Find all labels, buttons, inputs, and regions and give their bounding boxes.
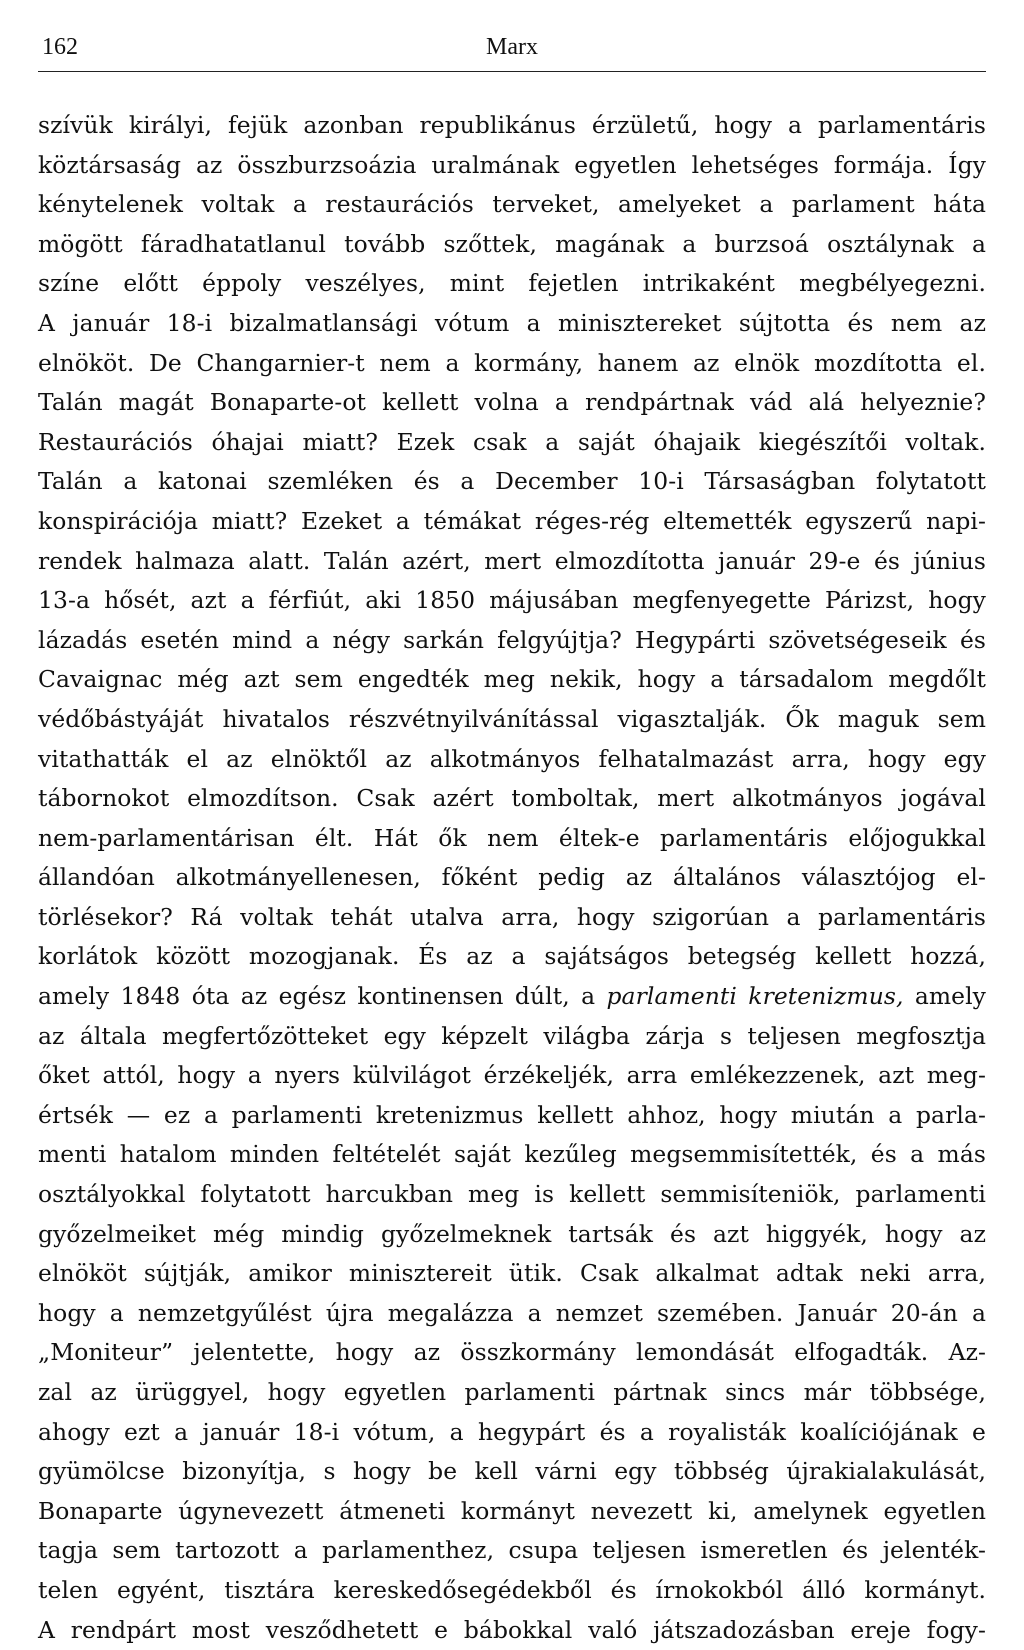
body-text — [38, 106, 986, 1650]
page-header — [38, 28, 986, 68]
text-line: nem-parlamentárisan élt. Hát ők nem éltek-e parlamentáris előjogukkal — [38, 823, 986, 852]
text-line: „Moniteur” jelentette, hogy az összkormány lemondását elfogadták. Az- — [38, 1338, 986, 1367]
text-line: értsék — ez a parlamenti kretenizmus kellett ahhoz, hogy miután a parla- — [38, 1100, 986, 1129]
text-line: Talán magát Bonaparte-ot kellett volna a rendpártnak vád alá helyeznie? — [38, 388, 986, 417]
text-line: az általa megfertőzötteket egy képzelt világba zárja s teljesen megfosztja — [38, 1021, 986, 1050]
text-line: szívük királyi, fejük azonban republikánus érzületű, hogy a parlamentáris — [38, 111, 986, 139]
text-fragment: amely 1848 óta az egész kontinensen dúlt, a — [38, 982, 607, 1011]
text-line: Bonaparte úgynevezett átmeneti kormányt nevezett ki, amelynek egyetlen — [38, 1496, 986, 1525]
text-line: korlátok között mozogjanak. És az a sajátságos betegség kellett hozzá, — [38, 942, 986, 971]
text-line: Talán a katonai szemléken és a December 10-i Társaságban folytatott — [38, 467, 986, 496]
text-line: győzelmeiket még mindig győzelmeknek tartsák és azt higgyék, hogy az — [38, 1219, 986, 1248]
text-line: elnököt. De Changarnier-t nem a kormány, hanem az elnök mozdította el. — [38, 348, 986, 377]
text-line: hogy a nemzetgyűlést újra megalázza a nemzet szemében. Január 20-án a — [38, 1298, 986, 1327]
text-line: állandóan alkotmányellenesen, főként pedig az általános választójog el- — [38, 863, 986, 892]
running-head: Marx — [486, 34, 538, 60]
text-line: ahogy ezt a január 18-i vótum, a hegypárt és a royalisták koalíciójának e — [38, 1417, 986, 1446]
page-number: 162 — [42, 34, 78, 60]
book-page — [38, 28, 986, 1644]
text-line-italic-phrase — [38, 977, 986, 1017]
text-line: 13-a hősét, azt a férfiút, aki 1850 májusában megfenyegette Párizst, hogy — [38, 586, 986, 615]
text-line: gyümölcse bizonyítja, s hogy be kell várni egy többség újrakialakulását, — [38, 1457, 986, 1486]
header-rule — [38, 71, 986, 72]
text-line: vitathatták el az elnöktől az alkotmányos felhatalmazást arra, hogy egy — [38, 744, 986, 773]
text-line: törlésekor? Rá voltak tehát utalva arra, hogy szigorúan a parlamentáris — [38, 902, 986, 931]
text-line: védőbástyáját hivatalos részvétnyilvánítással vigasztalják. Ők maguk sem — [38, 704, 986, 733]
text-line: konspirációja miatt? Ezeket a témákat réges-rég eltemették egyszerű napi- — [38, 506, 986, 535]
text-line: A január 18-i bizalmatlansági vótum a minisztereket sújtotta és nem az — [38, 308, 986, 337]
text-line: köztársaság az összburzsoázia uralmának egyetlen lehetséges formája. Így — [38, 150, 986, 179]
text-line: Restaurációs óhajai miatt? Ezek csak a saját óhajaik kiegészítői voltak. — [38, 427, 986, 456]
text-line: zal az ürüggyel, hogy egyetlen parlamenti pártnak sincs már többsége, — [38, 1378, 986, 1406]
text-fragment: amely — [903, 982, 986, 1011]
text-line: menti hatalom minden feltételét saját kezűleg megsemmisítették, és a más — [38, 1140, 986, 1169]
text-line: Cavaignac még azt sem engedték meg nekik, hogy a társadalom megdőlt — [38, 665, 986, 694]
text-line: A rendpárt most vesződhetett e bábokkal való játszadozásban ereje fogy- — [38, 1615, 986, 1644]
text-line: elnököt sújtják, amikor minisztereit ütik. Csak alkalmat adtak neki arra, — [38, 1259, 986, 1288]
text-line: őket attól, hogy a nyers külvilágot érzékeljék, arra emlékezzenek, azt meg- — [38, 1061, 986, 1090]
italic-phrase: parlamenti kretenizmus, — [606, 982, 904, 1011]
text-line: rendek halmaza alatt. Talán azért, mert elmozdította január 29-e és június — [38, 546, 986, 575]
text-line: kénytelenek voltak a restaurációs terveket, amelyeket a parlament háta — [38, 190, 986, 219]
text-line: tábornokot elmozdítson. Csak azért tomboltak, mert alkotmányos jogával — [38, 784, 986, 813]
text-line: tagja sem tartozott a parlamenthez, csupa teljesen ismeretlen és jelenték- — [38, 1536, 986, 1565]
text-line: telen egyént, tisztára kereskedősegédekből és írnokokból álló kormányt. — [38, 1575, 986, 1604]
text-line: színe előtt éppoly veszélyes, mint fejetlen intrikaként megbélyegezni. — [38, 269, 986, 298]
text-line: lázadás esetén mind a négy sarkán felgyújtja? Hegypárti szövetségeseik és — [38, 625, 986, 654]
text-line: mögött fáradhatatlanul tovább szőttek, magának a burzsoá osztálynak a — [38, 229, 986, 258]
text-line: osztályokkal folytatott harcukban meg is kellett semmisíteniök, parlamenti — [38, 1180, 986, 1209]
